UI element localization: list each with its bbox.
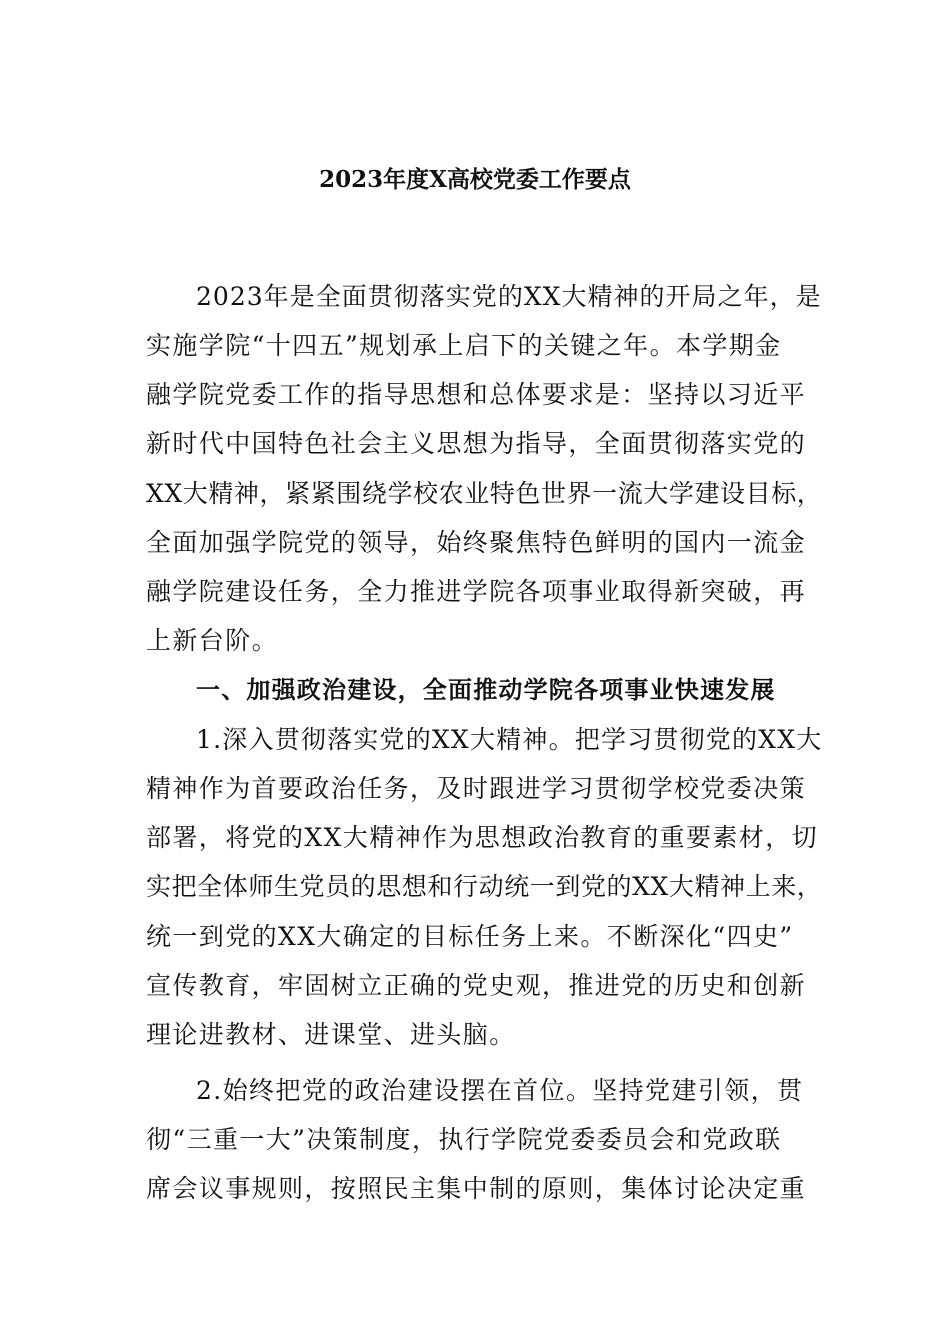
paragraph-line: 部署，将党的XX大精神作为思想政治教育的重要素材，切 [146, 823, 818, 852]
paragraph-line: 2023年是全面贯彻落实党的XX大精神的开局之年，是 [196, 282, 822, 311]
paragraph-line: 2.始终把党的政治建设摆在首位。坚持党建引领，贯 [196, 1076, 804, 1105]
paragraph-line: 融学院建设任务，全力推进学院各项事业取得新突破，再 [146, 577, 807, 606]
section-heading: 一、加强政治建设，全面推动学院各项事业快速发展 [196, 676, 776, 704]
document-title: 2023年度X高校党委工作要点 [319, 166, 631, 193]
paragraph-line: 1.深入贯彻落实党的XX大精神。把学习贯彻党的XX大 [196, 725, 823, 754]
paragraph-line: 精神作为首要政治任务，及时跟进学习贯彻学校党委决策 [146, 774, 807, 803]
paragraph-line: 彻“三重一大”决策制度，执行学院党委委员会和党政联 [146, 1125, 782, 1154]
paragraph-line: 融学院党委工作的指导思想和总体要求是：坚持以习近平 [146, 380, 807, 409]
paragraph-line: 实把全体师生党员的思想和行动统一到党的XX大精神上来， [146, 872, 823, 901]
paragraph-line: 席会议事规则，按照民主集中制的原则，集体讨论决定重 [146, 1174, 807, 1203]
paragraph-line: 上新台阶。 [146, 626, 279, 655]
paragraph-line: 新时代中国特色社会主义思想为指导，全面贯彻落实党的 [146, 429, 807, 458]
paragraph-line: 全面加强学院党的领导，始终聚焦特色鲜明的国内一流金 [146, 528, 807, 557]
paragraph-line: 统一到党的XX大确定的目标任务上来。不断深化“四史” [146, 922, 794, 951]
paragraph-line: 理论进教材、进课堂、进头脑。 [146, 1020, 516, 1049]
paragraph-line: 宣传教育，牢固树立正确的党史观，推进党的历史和创新 [146, 971, 807, 1000]
paragraph-line: 实施学院“十四五”规划承上启下的关键之年。本学期金 [146, 331, 782, 360]
paragraph-line: XX大精神，紧紧围绕学校农业特色世界一流大学建设目标， [146, 479, 823, 508]
